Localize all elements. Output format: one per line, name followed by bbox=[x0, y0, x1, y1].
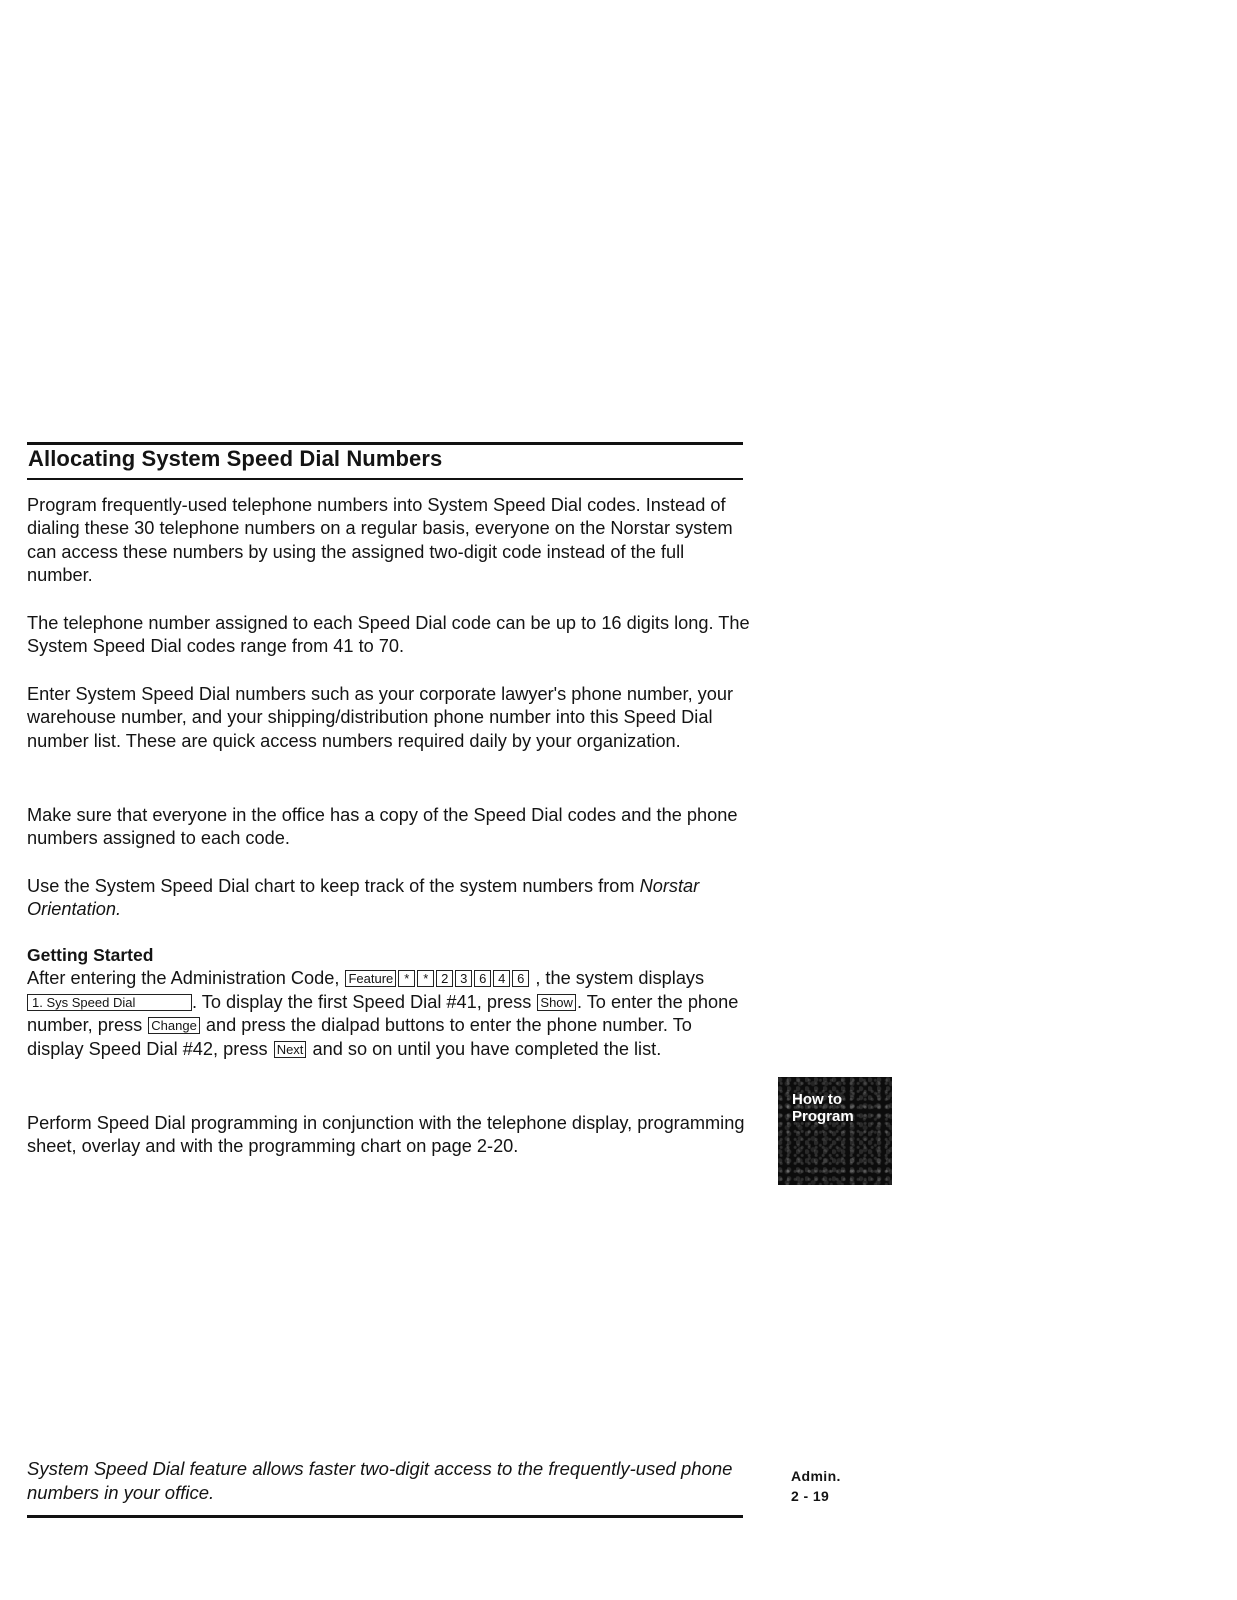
title-top-rule bbox=[27, 442, 743, 445]
getting-started-text-2: , the system displays bbox=[530, 968, 705, 989]
page-number: 2 - 19 bbox=[791, 1488, 830, 1504]
badge-line-1: How to bbox=[792, 1091, 842, 1108]
digit-key-6: 6 bbox=[512, 970, 529, 987]
getting-started-text-5: and press the dialpad buttons to enter the phone number. To display Speed Dial #42, press bbox=[27, 1015, 692, 1059]
footer-rule bbox=[27, 1515, 743, 1518]
paragraph-chart-reference bbox=[27, 875, 752, 922]
badge-label bbox=[792, 1091, 854, 1125]
title-bottom-rule bbox=[27, 478, 743, 480]
next-key: Next bbox=[274, 1041, 307, 1058]
star-key: * bbox=[398, 970, 415, 987]
paragraph-intro: Program frequently-used telephone numbers into System Speed Dial codes. Instead of dialing these 30 telephone numbers on a regular basis, everyone on the Norstar system can access these numbers by using the assigned two-digit code instead of the full number. bbox=[27, 495, 733, 586]
norstar-orientation-title: Norstar Orientation. bbox=[27, 876, 700, 920]
getting-started-text-4: . To enter the phone number, press bbox=[27, 991, 739, 1036]
show-key: Show bbox=[537, 994, 576, 1011]
footer-caption: System Speed Dial feature allows faster two-digit access to the frequently-used phone numbers in your office. bbox=[27, 1458, 733, 1503]
change-key: Change bbox=[148, 1017, 200, 1034]
digit-key-6: 6 bbox=[474, 970, 491, 987]
paragraph-programming-note: Perform Speed Dial programming in conjunction with the telephone display, programming sheet, overlay and with the programming chart on page 2-20. bbox=[27, 1113, 745, 1157]
getting-started-heading: Getting Started bbox=[27, 945, 154, 965]
getting-started-text-3: . To display the first Speed Dial #41, press bbox=[192, 991, 537, 1012]
star-key: * bbox=[417, 970, 434, 987]
page-section-marker bbox=[791, 1466, 841, 1506]
digit-key-4: 4 bbox=[493, 970, 510, 987]
section-label: Admin. bbox=[791, 1468, 841, 1484]
paragraph-share-codes: Make sure that everyone in the office has a copy of the Speed Dial codes and the phone numbers assigned to each code. bbox=[27, 805, 738, 849]
paragraph-digit-range: The telephone number assigned to each Speed Dial code can be up to 16 digits long. The System Speed Dial codes range from 41 to 70. bbox=[27, 613, 750, 657]
feature-key: Feature bbox=[345, 970, 396, 987]
getting-started-section bbox=[27, 944, 752, 1061]
getting-started-text-6: and so on until you have completed the list. bbox=[307, 1038, 662, 1059]
page-title: Allocating System Speed Dial Numbers bbox=[28, 446, 443, 471]
how-to-program-badge bbox=[778, 1077, 892, 1185]
display-readout: 1. Sys Speed Dial bbox=[27, 994, 192, 1011]
paragraph-examples: Enter System Speed Dial numbers such as your corporate lawyer's phone number, your warehouse number, and your shipping/distribution phone number into this Speed Dial number list. These are quick access numbers required daily by your organization. bbox=[27, 684, 734, 751]
badge-line-2: Program bbox=[792, 1108, 854, 1125]
chart-reference-text: Use the System Speed Dial chart to keep track of the system numbers from bbox=[27, 876, 640, 896]
digit-key-2: 2 bbox=[436, 970, 453, 987]
getting-started-text-1: After entering the Administration Code, bbox=[27, 968, 345, 989]
digit-key-3: 3 bbox=[455, 970, 472, 987]
